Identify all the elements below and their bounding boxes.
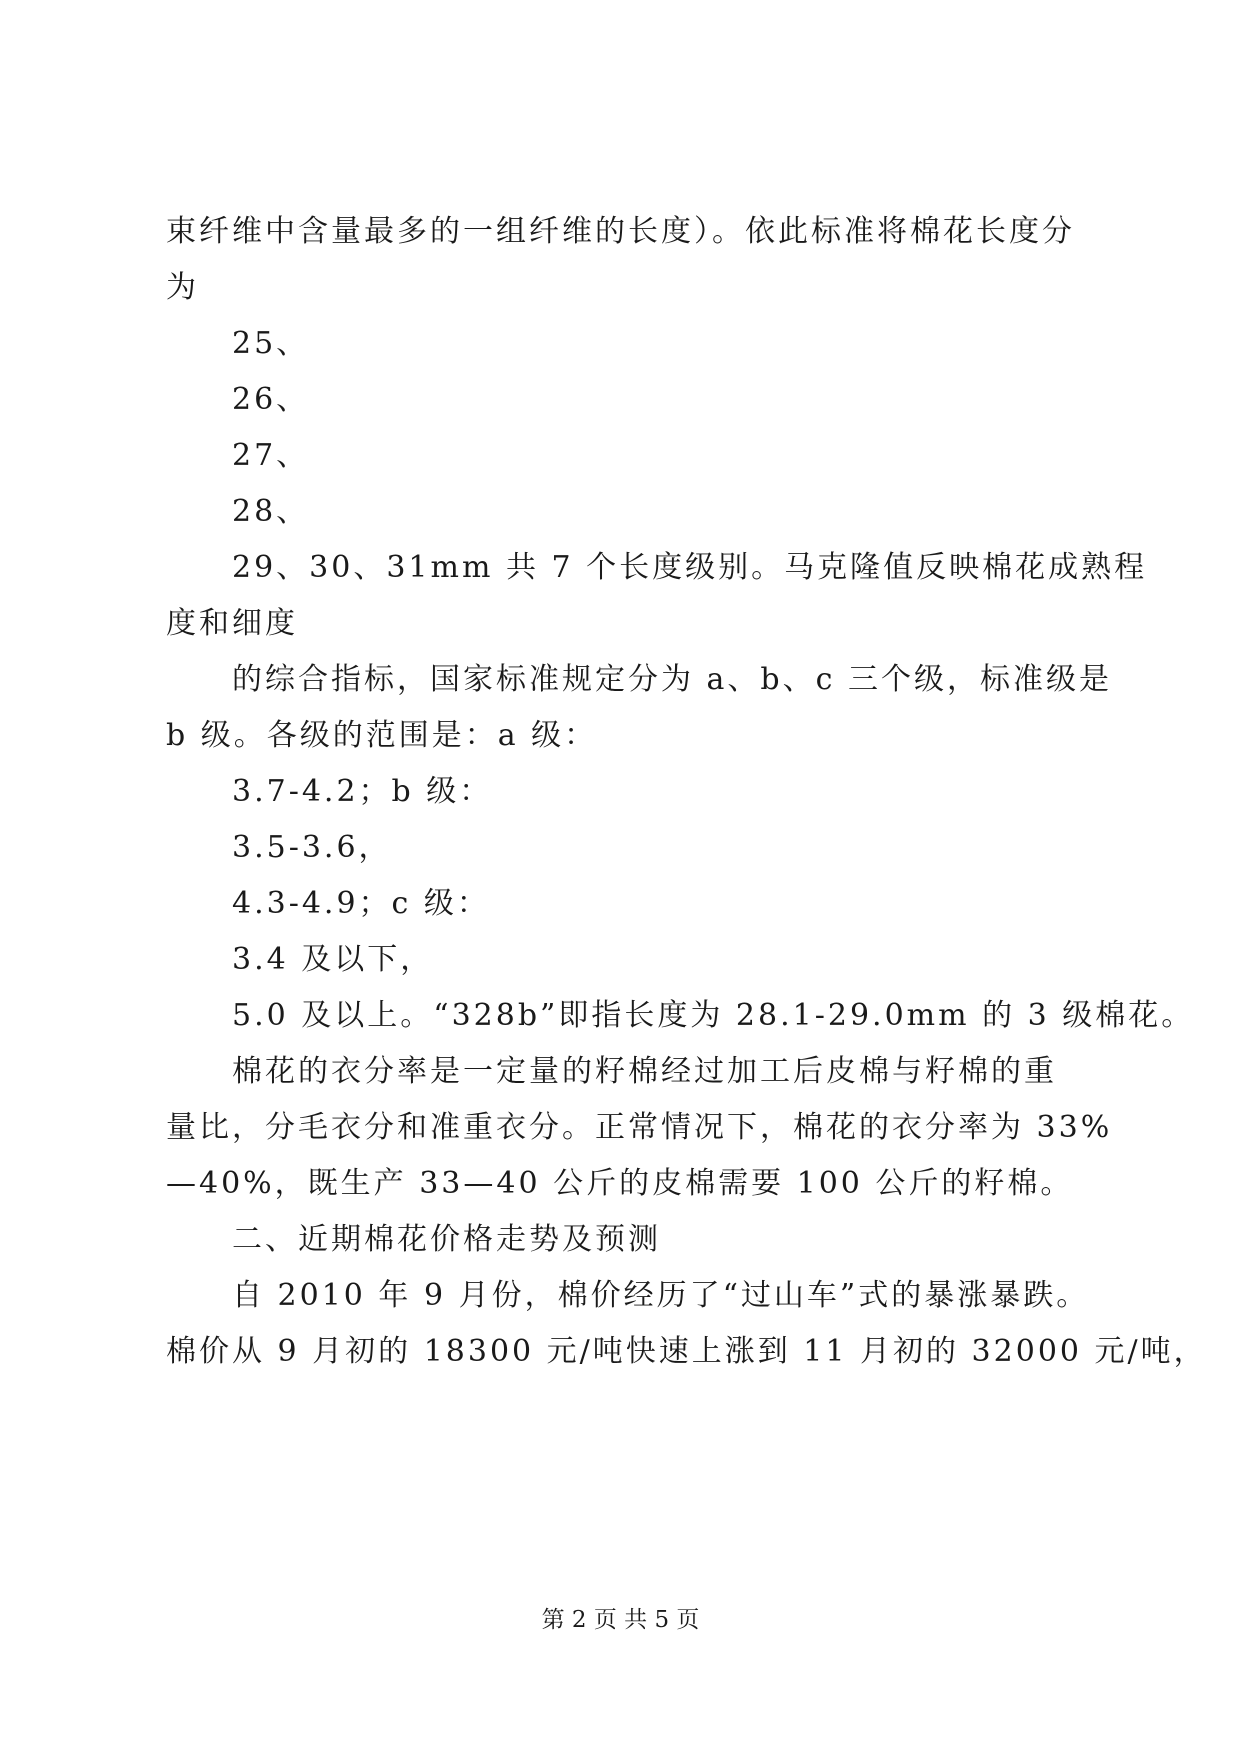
text-line: 量比，分毛衣分和准重衣分。正常情况下，棉花的衣分率为 33% bbox=[166, 1110, 1113, 1145]
text-line: 自 2010 年 9 月份，棉价经历了“过山车”式的暴涨暴跌。 bbox=[232, 1278, 1090, 1313]
text-line: 3.4 及以下， bbox=[232, 942, 434, 977]
text-line: b 级。各级的范围是：a 级： bbox=[166, 718, 598, 753]
text-line: 的综合指标，国家标准规定分为 a、b、c 三个级，标准级是 bbox=[232, 662, 1112, 697]
text-line: 棉花的衣分率是一定量的籽棉经过加工后皮棉与籽棉的重 bbox=[232, 1054, 1057, 1089]
text-line: 26、 bbox=[232, 382, 310, 417]
page-footer: 第 2 页 共 5 页 bbox=[541, 1607, 700, 1633]
text-line: 27、 bbox=[232, 438, 310, 473]
text-line: 度和细度 bbox=[166, 606, 298, 641]
text-line: —40%，既生产 33—40 公斤的皮棉需要 100 公斤的籽棉。 bbox=[166, 1166, 1074, 1201]
text-line: 3.7-4.2；b 级： bbox=[232, 774, 493, 809]
text-line: 4.3-4.9；c 级： bbox=[232, 886, 490, 921]
text-line: 5.0 及以上。“328b”即指长度为 28.1-29.0mm 的 3 级棉花。 bbox=[232, 998, 1195, 1033]
text-line: 棉价从 9 月初的 18300 元/吨快速上涨到 11 月初的 32000 元/吨， bbox=[166, 1334, 1207, 1369]
text-line: 为 bbox=[166, 270, 199, 305]
text-line: 25、 bbox=[232, 326, 310, 361]
section-heading: 二、近期棉花价格走势及预测 bbox=[232, 1222, 661, 1257]
text-line: 束纤维中含量最多的一组纤维的长度）。依此标准将棉花长度分 bbox=[166, 214, 1075, 249]
text-line: 29、30、31mm 共 7 个长度级别。马克隆值反映棉花成熟程 bbox=[232, 550, 1148, 585]
text-line: 3.5-3.6， bbox=[232, 830, 392, 865]
text-line: 28、 bbox=[232, 494, 310, 529]
